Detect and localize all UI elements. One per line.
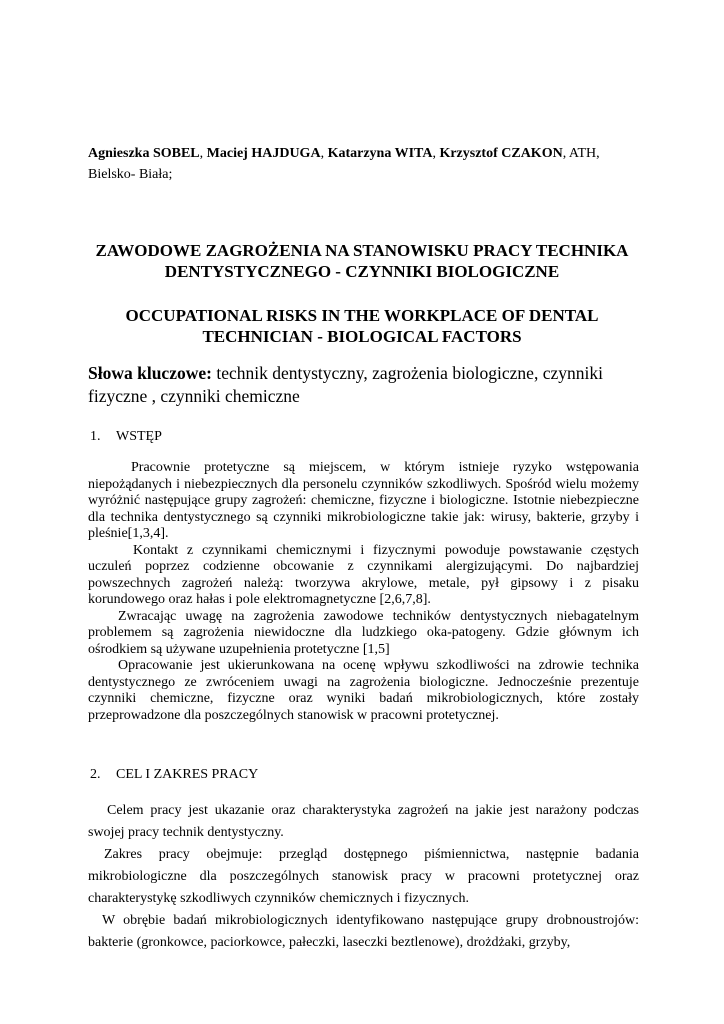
section-body: [88, 460, 639, 724]
section-body: [88, 800, 639, 954]
paragraph: Pracownie protetyczne są miejscem, w którym istnieje ryzyko wstępowania niepożądanych i niebezpiecznych dla personelu czynników szkodliwych. Spośród wielu możemy wyróżnić następujące grupy zagrożeń: chemiczne, fizyczne i biologiczne. Istotnie niebezpieczne dla technika dentystycznego są czynniki mikrobiologiczne takie jak: wirusy, bakterie, grzyby i pleśnie[1,3,4].: [88, 460, 639, 541]
section-heading: [90, 429, 162, 445]
section-heading: [90, 767, 258, 783]
author-separator: ,: [199, 146, 207, 161]
author-name: Maciej HAJDUGA: [206, 146, 321, 161]
paragraph: Zakres pracy obejmuje: przegląd dostępnego piśmiennictwa, następnie badania mikrobiologiczne dla poszczególnych stanowisk pracy w pracowni protetycznej oraz charakterystykę szkodliwych czynników chemicznych i fizycznych.: [88, 847, 639, 906]
paragraph: Kontakt z czynnikami chemicznymi i fizycznymi powoduje powstawanie częstych uczuleń poprzez codzienne obcowanie z czynnikami alergizującymi. Do najbardziej powszechnych zagrożeń należą: tworzywa akrylowe, metale, pył gipsowy i z pisaku korundowego oraz hałas i pole elektromagnetyczne [2,6,7,8].: [88, 542, 639, 607]
title-line: ZAWODOWE ZAGROŻENIA NA STANOWISKU PRACY TECHNIKA: [95, 241, 629, 260]
paragraph: W obrębie badań mikrobiologicznych identyfikowano następujące grupy drobnoustrojów: bakterie (gronkowce, paciorkowce, pałeczki, laseczki beztlenowe), drożdżaki, grzyby,: [88, 913, 639, 950]
title-line: DENTYSTYCZNEGO - CZYNNIKI BIOLOGICZNE: [164, 262, 560, 281]
author-name: Agnieszka SOBEL: [88, 146, 200, 161]
author-name: Krzysztof CZAKON: [439, 146, 563, 161]
keywords: [88, 362, 648, 408]
author-name: Katarzyna WITA: [327, 146, 433, 161]
keywords-label: Słowa kluczowe:: [88, 363, 212, 383]
paragraph: Celem pracy jest ukazanie oraz charakterystyka zagrożeń na jakie jest narażony podczas swojej pracy technik dentystyczny.: [88, 803, 639, 840]
keywords-text: technik dentystyczny, zagrożenia biologiczne, czynniki fizyczne , czynniki chemiczne: [88, 363, 603, 406]
title-line: OCCUPATIONAL RISKS IN THE WORKPLACE OF DENTAL: [125, 306, 599, 325]
author-separator: ,: [432, 146, 440, 161]
title-polish: [60, 240, 664, 282]
section-title: CEL I ZAKRES PRACY: [116, 767, 259, 782]
author-separator: ,: [320, 146, 328, 161]
paragraph: Opracowanie jest ukierunkowana na ocenę wpływu szkodliwości na zdrowie technika dentystycznego ze zwróceniem uwagi na zagrożenia biologiczne. Jednocześnie prezentuje czynniki chemiczne, fizyczne oraz wyniki badań mikrobiologicznych, które zostały przeprowadzone dla poszczególnych stanowisk w pracowni protetycznej.: [88, 658, 639, 723]
paragraph: Zwracając uwagę na zagrożenia zawodowe techników dentystycznych niebagatelnym problemem są zagrożenia niewidoczne dla ludzkiego oka-patogeny. Gdzie głównym ich ośrodkiem są używane uzupełnienia protetyczne [1,5]: [88, 608, 639, 657]
author-affiliation: , ATH, Bielsko- Biała;: [88, 146, 600, 182]
author-list: [88, 143, 648, 185]
title-english: [60, 305, 664, 347]
section-title: WSTĘP: [116, 429, 162, 444]
title-line: TECHNICIAN - BIOLOGICAL FACTORS: [202, 327, 522, 346]
section-number: 2.: [90, 767, 101, 782]
section-number: 1.: [90, 429, 101, 444]
